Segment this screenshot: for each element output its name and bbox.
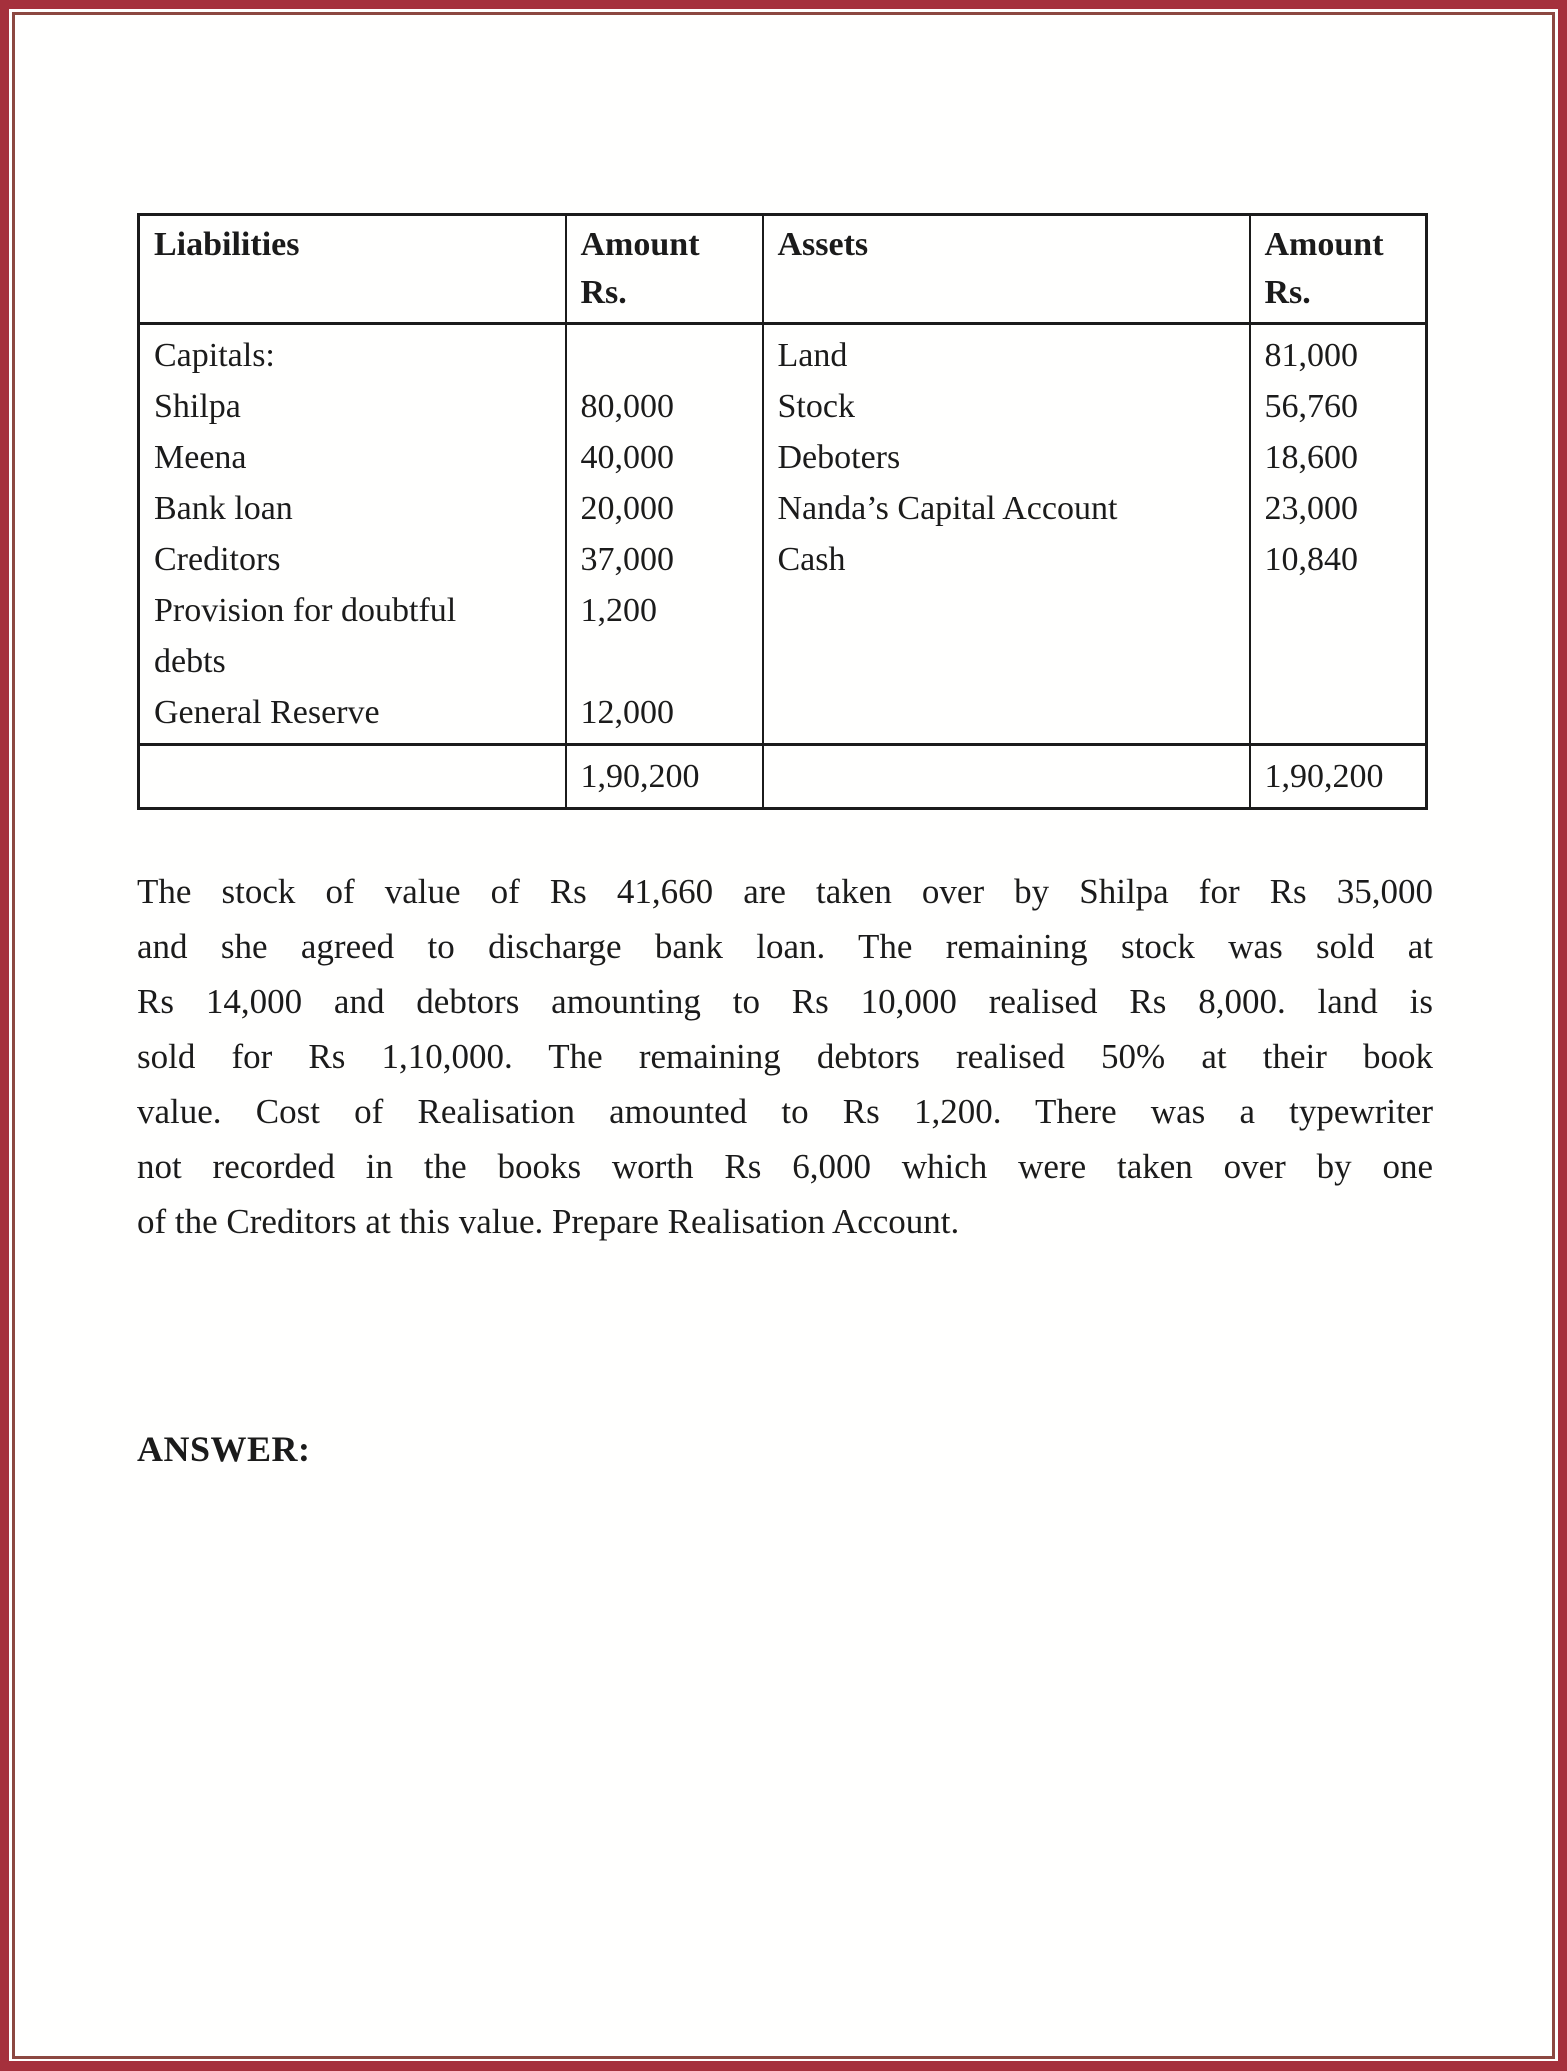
text-line: Cash [777,541,846,578]
header-assets [763,215,1250,324]
text-line: 40,000 [580,439,674,476]
text-line: Meena [154,439,247,476]
header-amount-right [1250,215,1427,324]
liability-names-text [154,330,559,738]
text-line: 37,000 [580,541,674,578]
text-line: value. Cost of Realisation amounted to Rs 1,200. There was a typewriter [137,1092,1433,1131]
header-amount-right-text [1265,221,1420,317]
liability-amounts-text [581,330,756,738]
text-line: Deboters [777,439,901,476]
header-liabilities [139,215,566,324]
text-line: 20,000 [580,490,674,527]
text-line: Provision for doubtful [154,592,457,629]
text-line: 1,200 [580,592,657,629]
cell-liabilities-total [566,745,763,809]
text-line: Shilpa [154,388,241,425]
text-line: Amount [1264,226,1384,263]
header-amount-left-text [581,221,756,317]
table-body-row [139,324,1427,745]
cell-asset-names [763,324,1250,745]
text-line: and she agreed to discharge bank loan. The remaining stock was sold at [137,927,1433,966]
cell-total-blank-left [139,745,566,809]
text-line: 23,000 [1264,490,1358,527]
header-amount-left [566,215,763,324]
text-line: Amount [580,226,700,263]
assets-total-value: 1,90,200 [1264,758,1384,795]
text-line: 80,000 [580,388,674,425]
table-header-row [139,215,1427,324]
liabilities-total-value: 1,90,200 [580,758,700,795]
asset-names-text [778,330,1243,585]
text-line: Stock [777,388,855,425]
text-line: General Reserve [154,694,380,731]
text-line: Rs. [1264,274,1311,311]
cell-asset-amounts [1250,324,1427,745]
answer-heading: ANSWER: [137,1429,311,1469]
text-line: 81,000 [1264,337,1358,374]
text-line: The stock of value of Rs 41,660 are taken over by Shilpa for Rs 35,000 [137,872,1433,911]
text-line: Rs 14,000 and debtors amounting to Rs 10,000 realised Rs 8,000. land is [137,982,1433,1021]
table-total-row [139,745,1427,809]
text-line: Nanda’s Capital Account [777,490,1118,527]
asset-amounts-text [1265,330,1420,585]
header-liabilities-text [154,221,559,269]
text-line [581,330,756,381]
text-line: Bank loan [154,490,293,527]
cell-assets-total [1250,745,1427,809]
text-line: Land [777,337,848,374]
text-line: debts [154,643,226,680]
header-assets-text [778,221,1243,269]
cell-liability-amounts [566,324,763,745]
text-line: of the Creditors at this value. Prepare Realisation Account. [137,1202,960,1241]
text-line: not recorded in the books worth Rs 6,000 which were taken over by one [137,1147,1433,1186]
text-line: Liabilities [154,226,300,263]
text-line: 12,000 [580,694,674,731]
text-line: sold for Rs 1,10,000. The remaining debtors realised 50% at their book [137,1037,1433,1076]
text-line: 56,760 [1264,388,1358,425]
text-line: Assets [777,226,869,263]
text-line: Rs. [580,274,627,311]
balance-sheet-table [137,213,1428,810]
text-line: 10,840 [1264,541,1358,578]
text-line [581,636,756,687]
cell-total-blank-right [763,745,1250,809]
question-paragraph [137,864,1433,1249]
text-line: Capitals: [154,337,275,374]
text-line: Creditors [154,541,281,578]
text-line: 18,600 [1264,439,1358,476]
cell-liability-names [139,324,566,745]
